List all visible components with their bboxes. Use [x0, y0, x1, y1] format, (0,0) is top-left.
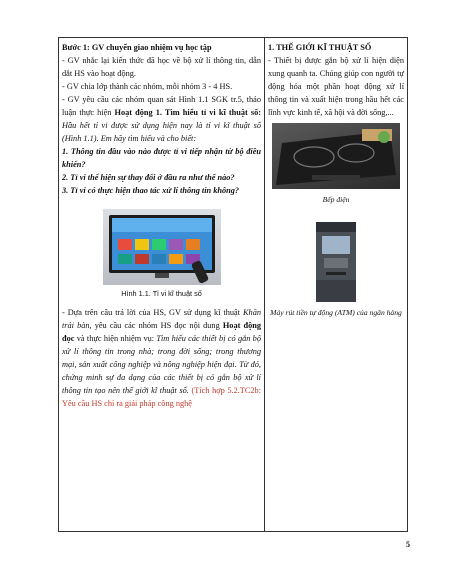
digital-tv-icon	[103, 209, 221, 285]
page-number: 5	[406, 540, 410, 549]
question: 2. Tỉ vi thể hiện sự thay đổi ở đầu ra như thế nào?	[62, 173, 235, 182]
digital-tv-image	[103, 209, 221, 285]
paragraph: - GV nhắc lại kiến thức đã học về bộ xử lí thông tin, dẫn dắt HS vào hoạt động.	[62, 56, 261, 78]
figure-caption: Hình 1.1. Tỉ vi kĩ thuật số	[121, 289, 202, 298]
teacher-activity-column	[59, 38, 265, 531]
question: 1. Thông tin đầu vào nào được tỉ vi tiếp nhận từ bộ điều khiển?	[62, 147, 261, 169]
stove-icon	[272, 123, 400, 189]
stove-caption: Bếp điện	[322, 195, 350, 204]
electric-stove-image	[272, 123, 400, 189]
step-heading: Bước 1: GV chuyển giao nhiệm vụ học tập	[62, 43, 212, 52]
paragraph: - GV chia lớp thành các nhóm, mỗi nhóm 3 - 4 HS.	[62, 82, 233, 91]
section-heading: 1. THẾ GIỚI KĨ THUẬT SỐ	[268, 43, 372, 52]
atm-image	[312, 222, 360, 302]
question: 3. Tỉ vi có thực hiện thao tác xử lí thông tin không?	[62, 186, 240, 195]
content-column	[265, 38, 407, 531]
atm-icon	[312, 222, 360, 302]
paragraph: - Thiết bị được gắn bộ xử lí hiện diện xung quanh ta. Chúng giúp con người tự động hóa một phần hoạt động xử lí thông tin và xuất hiện trong hầu hết các lĩnh vực kinh tế, xã hội và đời sống,...	[268, 56, 404, 117]
paragraph: - Dựa trên câu trả lời của HS, GV sử dụng kĩ thuật Khăn trải bàn, yêu cầu các nhóm HS đọc nội dung Hoạt động đọc và thực hiện nhiệm vụ: Tìm hiểu các thiết bị có gắn bộ xử lí thông tin trong nhà; trong đời sống; trong thương mại, sản xuất công nghiệp và nông nghiệp hiện đại. Từ đó, chứng minh sự đa dạng của các thiết bị có gắn bộ xử lí thông tin tạo nên thế giới kĩ thuật số. (Tích hợp 5.2.TC2b: Yêu cầu HS chỉ ra giải pháp công nghệ	[62, 308, 261, 408]
lesson-table	[58, 37, 408, 532]
atm-caption: Máy rút tiền tự động (ATM) của ngân hàng	[270, 308, 402, 317]
paragraph: - GV yêu cầu các nhóm quan sát Hình 1.1 SGK tr.5, thảo luận thực hiện Hoạt động 1. Tìm hiểu tỉ vi kĩ thuật số: Hầu hết tỉ vi được sử dụng hiện nay là tỉ vi kĩ thuật số (Hình 1.1). Em hãy tìm hiểu và cho biết:	[62, 95, 261, 143]
